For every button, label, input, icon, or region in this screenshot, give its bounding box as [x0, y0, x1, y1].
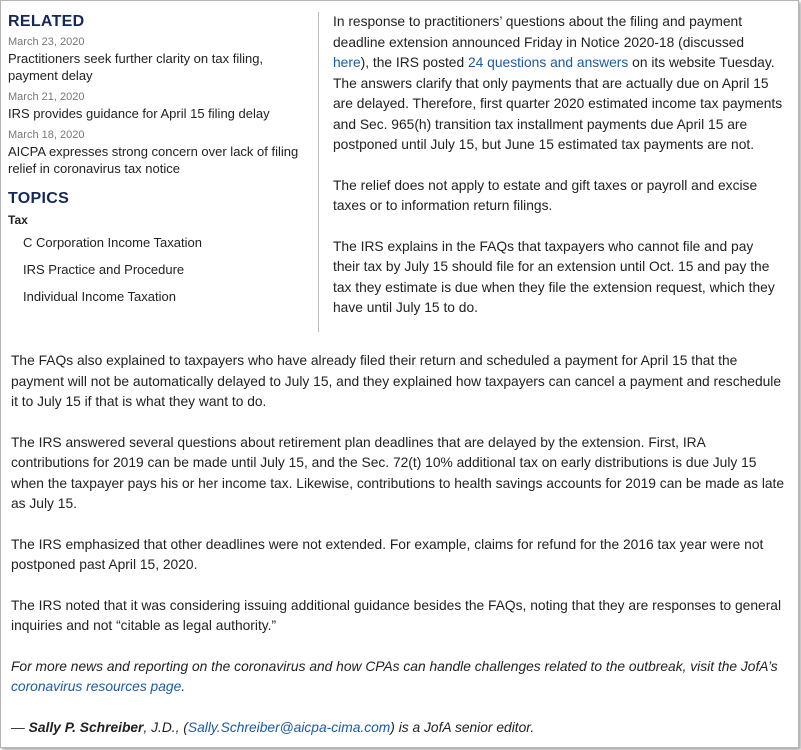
related-item-date: March 18, 2020: [8, 129, 85, 141]
related-item-link[interactable]: Practitioners seek further clarity on tax filing, payment delay: [8, 51, 264, 83]
paragraph-text: For more news and reporting on the coronavirus and how CPAs can handle challenges related to the outbreak, visit the JofA’s: [11, 658, 778, 674]
article-body-top: [333, 12, 783, 339]
sidebar: [8, 12, 303, 315]
byline-dash: —: [11, 719, 29, 735]
article-paragraph: The IRS explains in the FAQs that taxpayers who cannot file and pay their tax by July 15 should file for an extension until Oct. 15 and pay the tax they estimate is due when they file the extension request, which they have until July 15 to do.: [333, 238, 775, 315]
column-divider: [318, 12, 319, 332]
article-paragraph: The IRS emphasized that other deadlines were not extended. For example, claims for refund for the 2016 tax year were not postponed past April 15, 2020.: [11, 536, 764, 572]
article-paragraph: The IRS answered several questions about retirement plan deadlines that are delayed by the extension. First, IRA contributions for 2019 can be made until July 15, and the Sec. 72(t) 10% additional tax on early distributions is due July 15 when the taxpayer pays his or her income tax. Likewise, contributions to health savings accounts for 2019 can be made as late as July 15.: [11, 434, 785, 511]
author-byline: [11, 718, 786, 739]
related-item[interactable]: [8, 89, 303, 122]
author-email-link[interactable]: Sally.Schreiber@aicpa-cima.com: [187, 719, 391, 735]
paragraph-text: ), the IRS posted: [360, 55, 468, 70]
article-paragraph: [333, 12, 783, 156]
article-paragraph: The FAQs also explained to taxpayers who have already filed their return and scheduled a payment for April 15 that the payment will not be automatically delayed to July 15, and they explained how taxpayers can cancel a payment and reschedule it to July 15 if that is what they want to do.: [11, 353, 782, 409]
author-role: ) is a JofA senior editor.: [390, 719, 535, 735]
faq-link[interactable]: 24 questions and answers: [468, 55, 629, 70]
topic-link[interactable]: IRS Practice and Procedure: [23, 262, 185, 277]
author-credentials: , J.D., (: [143, 719, 188, 735]
related-item-date: March 21, 2020: [8, 91, 85, 103]
related-heading: RELATED: [8, 13, 85, 30]
related-item-date: March 23, 2020: [8, 36, 85, 48]
paragraph-text: .: [181, 679, 186, 694]
paragraph-text: In response to practitioners’ questions about the filing and payment deadline extension announced Friday in Notice 2020-18 (discussed: [333, 14, 745, 50]
related-item-link[interactable]: IRS provides guidance for April 15 filing delay: [8, 106, 270, 121]
topic-list: [8, 234, 303, 306]
article-paragraph: The IRS noted that it was considering issuing additional guidance besides the FAQs, noting that they are responses to general inquiries and not “citable as legal authority.”: [11, 597, 782, 633]
paragraph-text: on its website Tuesday. The answers clarify that only payments that are actually due on April 15 are delayed. Therefore, first quarter 2020 estimated income tax payments and Sec. 965(h) transition tax installment payments due April 15 are postponed until July 15, but June 15 estimated tax payments are not.: [333, 55, 783, 152]
topics-heading: TOPICS: [8, 190, 70, 207]
notice-discussion-link[interactable]: here: [333, 55, 361, 70]
related-item[interactable]: [8, 127, 303, 177]
coronavirus-resources-link[interactable]: coronavirus resources page: [11, 679, 182, 694]
author-name: Sally P. Schreiber: [28, 719, 144, 735]
resources-note: [11, 657, 786, 698]
topic-link[interactable]: C Corporation Income Taxation: [23, 235, 202, 250]
article-paragraph: The relief does not apply to estate and gift taxes or payroll and excise taxes or to information return filings.: [333, 177, 758, 213]
topic-category[interactable]: Tax: [8, 213, 28, 227]
topic-link[interactable]: Individual Income Taxation: [23, 289, 176, 304]
related-item-link[interactable]: AICPA expresses strong concern over lack of filing relief in coronavirus tax notice: [8, 144, 299, 176]
article-body-bottom: [11, 351, 786, 748]
related-item[interactable]: [8, 34, 303, 84]
